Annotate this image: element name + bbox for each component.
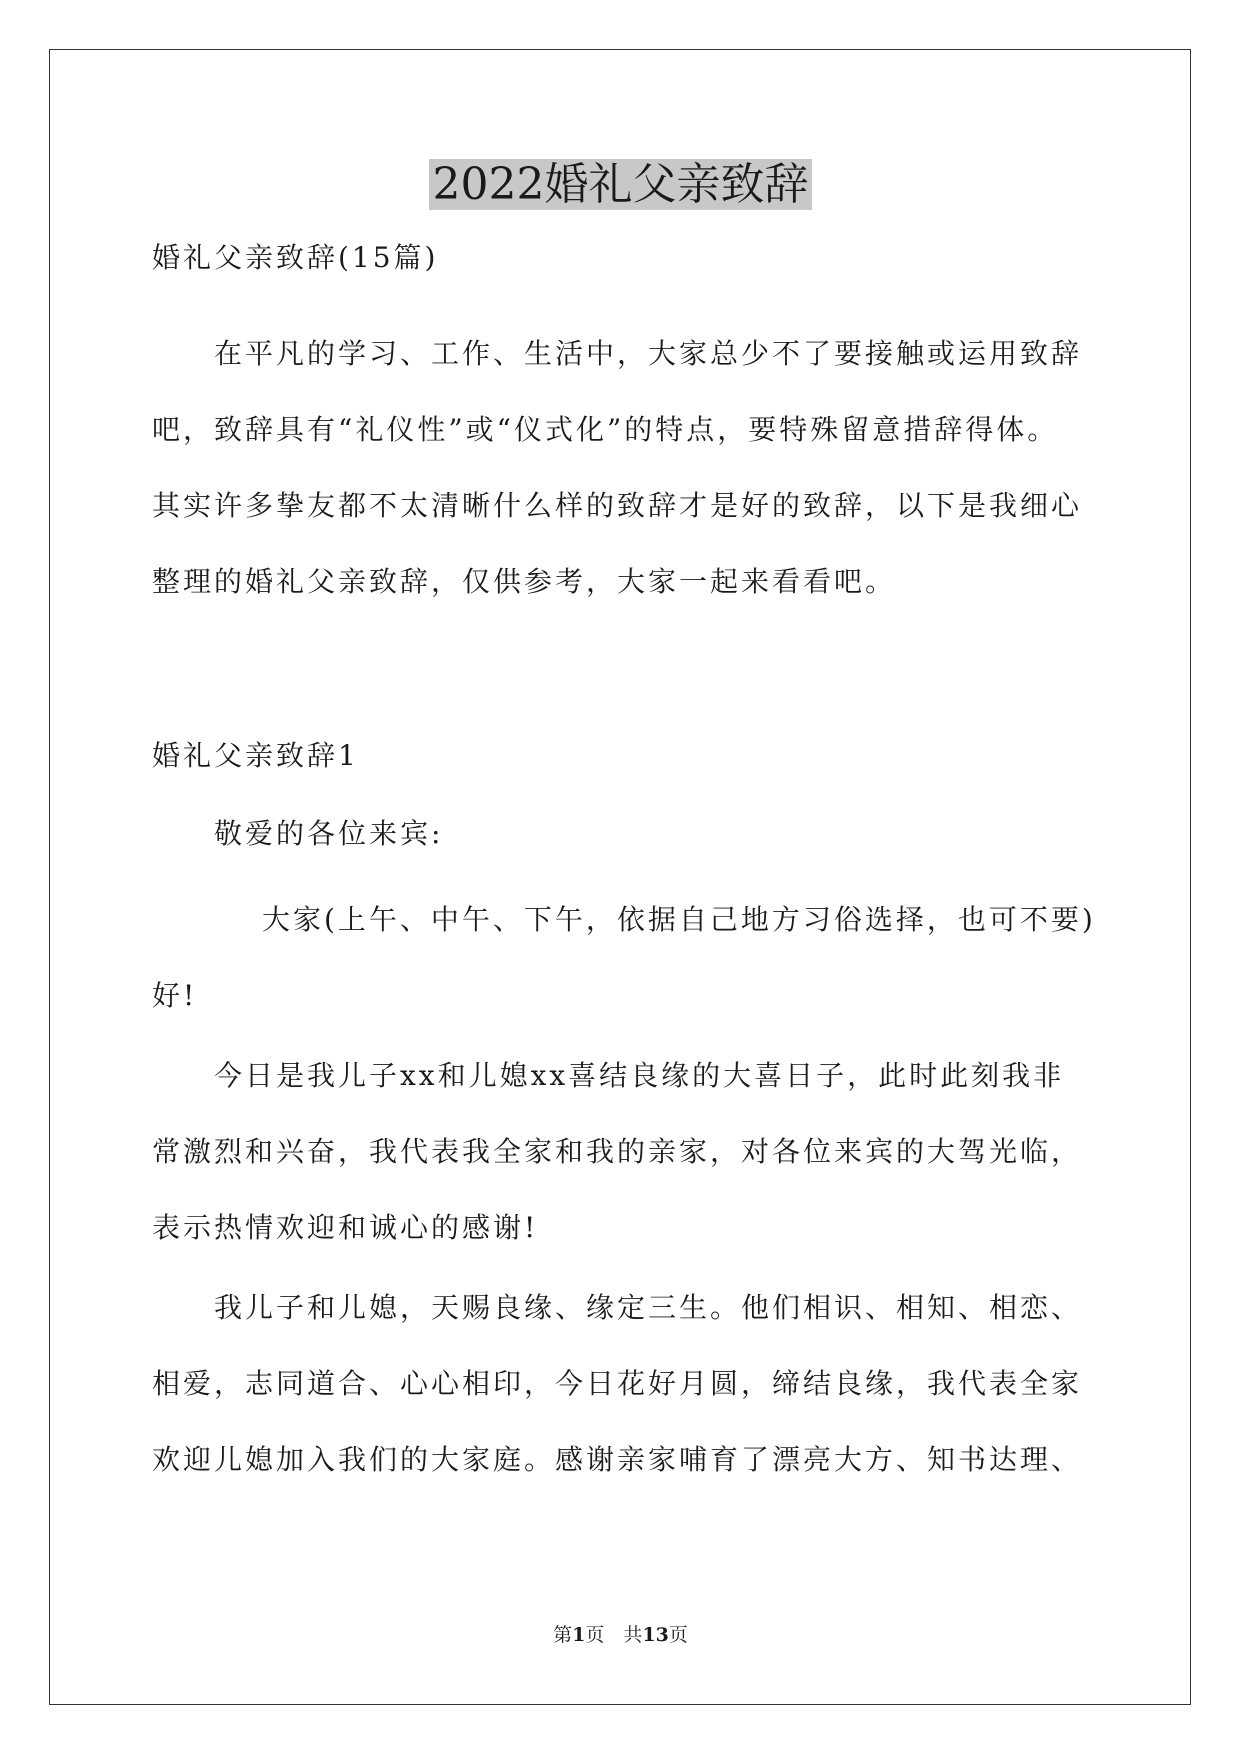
text-line [152, 796, 1092, 872]
footer-suffix: 页 [668, 1624, 688, 1646]
text-line-content: 今日是我儿子xx和儿媳xx喜结良缘的大喜日子，此时此刻我非 [214, 1059, 1065, 1092]
text-line-content: 欢迎儿媳加入我们的大家庭。感谢亲家哺育了漂亮大方、知书达理、 [152, 1443, 1083, 1476]
text-line [152, 1190, 1092, 1266]
text-line [152, 882, 1096, 958]
text-line [152, 544, 1092, 620]
page-footer [0, 1620, 1241, 1650]
text-line [152, 1422, 1092, 1498]
text-line [152, 1346, 1092, 1422]
text-line [152, 468, 1092, 544]
text-line-content: 婚礼父亲致辞1 [152, 739, 359, 772]
text-line-content: 吧，致辞具有“礼仪性”或“仪式化”的特点，要特殊留意措辞得体。 [152, 413, 1059, 446]
text-line-content: 在平凡的学习、工作、生活中，大家总少不了要接触或运用致辞 [214, 337, 1083, 370]
text-line [152, 316, 1092, 392]
text-line-content: 整理的婚礼父亲致辞，仅供参考，大家一起来看看吧。 [152, 565, 897, 598]
footer-prefix: 第 [553, 1624, 573, 1646]
text-line-content: 我儿子和儿媳，天赐良缘、缘定三生。他们相识、相知、相恋、 [214, 1291, 1083, 1324]
text-line [152, 220, 1092, 296]
text-line [152, 718, 1092, 794]
text-line-content: 好! [152, 979, 198, 1012]
text-line-content: 敬爱的各位来宾: [214, 817, 444, 850]
text-line-content: 相爱，志同道合、心心相印，今日花好月圆，缔结良缘，我代表全家 [152, 1367, 1083, 1400]
text-line [152, 1038, 1092, 1114]
footer-page-number: 1 [572, 1624, 586, 1646]
text-line-content: 大家(上午、中午、下午，依据自己地方习俗选择，也可不要) [262, 903, 1096, 936]
text-line-content: 其实许多挚友都不太清晰什么样的致辞才是好的致辞，以下是我细心 [152, 489, 1083, 522]
text-line-content: 婚礼父亲致辞(15篇) [152, 241, 439, 274]
text-line-content: 常激烈和兴奋，我代表我全家和我的亲家，对各位来宾的大驾光临， [152, 1135, 1083, 1168]
text-line [152, 1114, 1092, 1190]
footer-mid: 页 共 [585, 1624, 643, 1646]
text-line [152, 1270, 1092, 1346]
text-line [152, 958, 1092, 1034]
text-line-content: 表示热情欢迎和诚心的感谢! [152, 1211, 539, 1244]
text-line [152, 392, 1092, 468]
document-title: 2022婚礼父亲致辞 [0, 155, 1241, 215]
footer-total-pages: 13 [642, 1624, 669, 1646]
